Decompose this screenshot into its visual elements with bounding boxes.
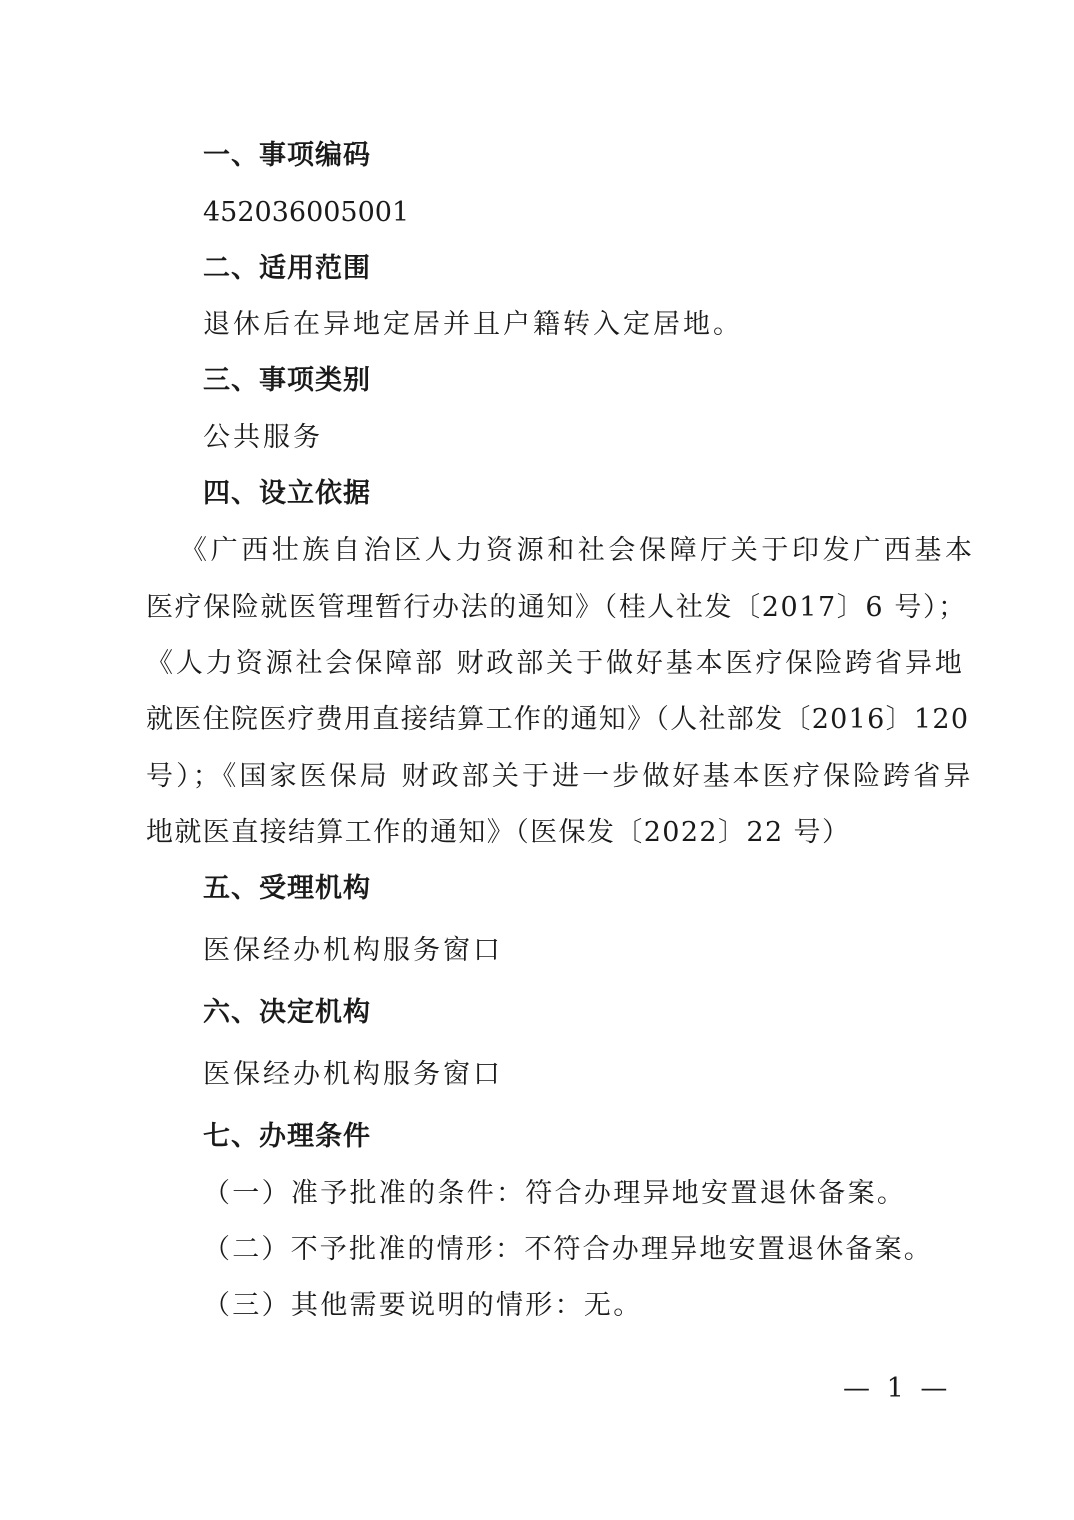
basis-line: 医疗保险就医管理暂行办法的通知》（桂人社发〔2017〕6 号）；	[146, 592, 967, 623]
item-code-value: 452036005001	[203, 197, 410, 228]
section-heading-deciding-agency: 六、决定机构	[203, 997, 371, 1028]
basis-line: 《广西壮族自治区人力资源和社会保障厅关于印发广西基本	[180, 535, 976, 566]
page-number: — 1 —	[843, 1373, 952, 1404]
deciding-agency-text: 医保经办机构服务窗口	[203, 1059, 503, 1090]
condition-item: （二）不予批准的情形：不符合办理异地安置退休备案。	[203, 1234, 933, 1265]
section-heading-scope: 二、适用范围	[203, 253, 371, 284]
section-heading-conditions: 七、办理条件	[203, 1121, 371, 1152]
section-heading-basis: 四、设立依据	[203, 478, 371, 509]
section-heading-item-code: 一、事项编码	[203, 140, 371, 171]
scope-text: 退休后在异地定居并且户籍转入定居地。	[203, 309, 743, 340]
section-heading-category: 三、事项类别	[203, 365, 371, 396]
condition-item: （一）准予批准的条件：符合办理异地安置退休备案。	[203, 1178, 907, 1209]
accepting-agency-text: 医保经办机构服务窗口	[203, 935, 503, 966]
basis-line: 地就医直接结算工作的通知》（医保发〔2022〕22 号）	[146, 817, 851, 848]
section-heading-accepting-agency: 五、受理机构	[203, 873, 371, 904]
basis-line: 就医住院医疗费用直接结算工作的通知》（人社部发〔2016〕120	[146, 704, 970, 735]
category-text: 公共服务	[203, 422, 323, 453]
basis-line: 号）；《国家医保局 财政部关于进一步做好基本医疗保险跨省异	[146, 761, 974, 792]
basis-line: 《人力资源社会保障部 财政部关于做好基本医疗保险跨省异地	[146, 648, 965, 679]
condition-item: （三）其他需要说明的情形：无。	[203, 1290, 643, 1321]
